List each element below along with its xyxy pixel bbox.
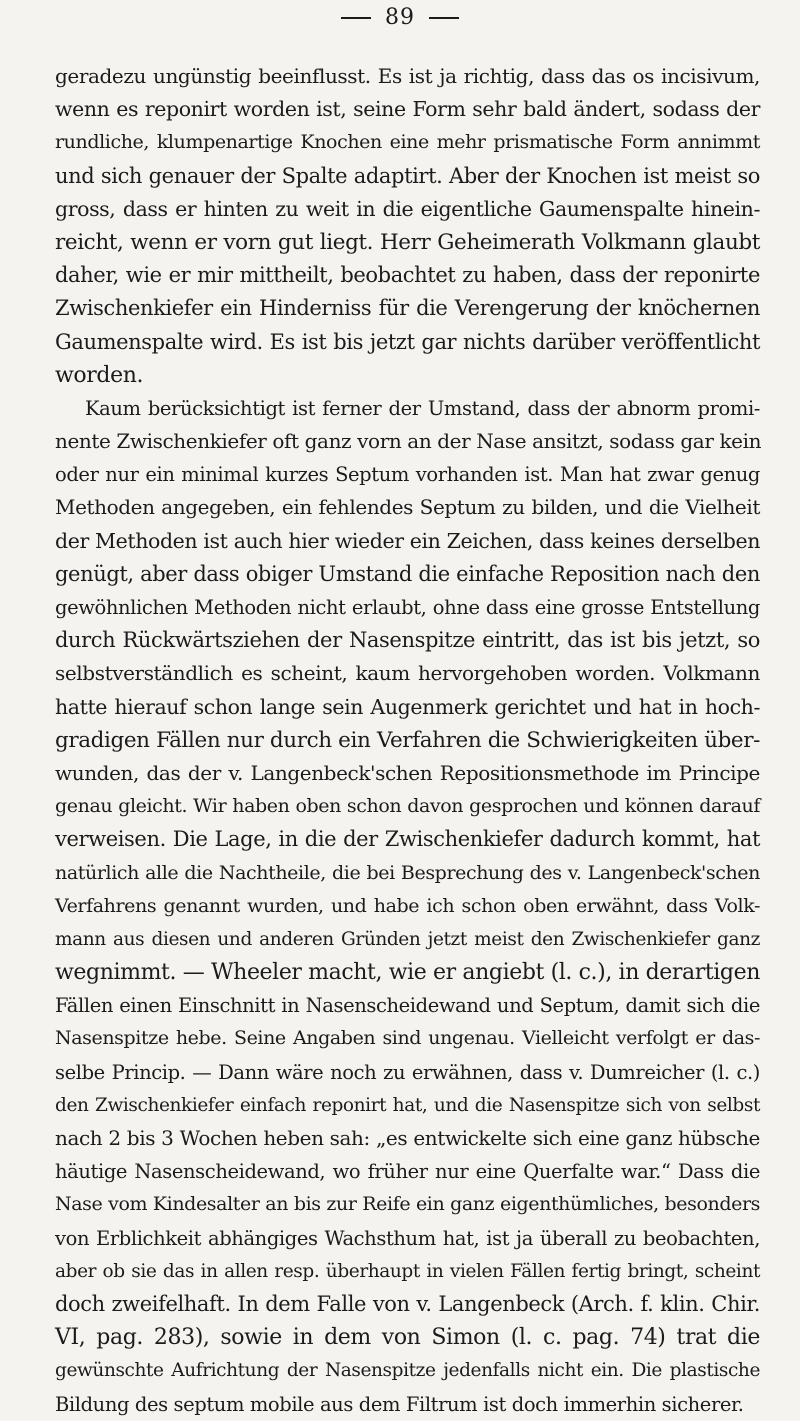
- text-line: wegnimmt. — Wheeler macht, wie er angiebt (l. c.), in derartigen: [55, 960, 760, 986]
- text-line: reicht, wenn er vorn gut liegt. Herr Geheimerath Volkmann glaubt: [55, 229, 760, 255]
- text-line: doch zweifelhaft. In dem Falle von v. Langenbeck (Arch. f. klin. Chir.: [55, 1291, 760, 1316]
- text-line: rundliche, klumpenartige Knochen eine mehr prismatische Form annimmt: [55, 131, 760, 154]
- text-line: gewünschte Aufrichtung der Nasenspitze jedenfalls nicht ein. Die plastische: [55, 1360, 760, 1382]
- text-line: verweisen. Die Lage, in die der Zwischenkiefer dadurch kommt, hat: [55, 827, 760, 852]
- text-line: nach 2 bis 3 Wochen heben sah: „es entwickelte sich eine ganz hübsche: [55, 1126, 760, 1150]
- text-line: genügt, aber dass obiger Umstand die einfache Reposition nach den: [55, 561, 760, 586]
- text-line: aber ob sie das in allen resp. überhaupt in vielen Fällen fertig bringt, scheint: [55, 1260, 760, 1282]
- text-line: gewöhnlichen Methoden nicht erlaubt, ohne dass eine grosse Entstellung: [55, 596, 760, 619]
- text-line: genau gleicht. Wir haben oben schon davon gesprochen und können darauf: [55, 795, 760, 818]
- page-header: [0, 4, 800, 32]
- text-line: gross, dass er hinten zu weit in die eigentliche Gaumenspalte hinein-: [55, 196, 760, 221]
- body-text: [55, 60, 760, 1421]
- text-line: Kaum berücksichtigt ist ferner der Umstand, dass der abnorm promi-: [85, 396, 760, 420]
- text-line: durch Rückwärtsziehen der Nasenspitze eintritt, das ist bis jetzt, so: [55, 628, 760, 653]
- text-line: hatte hierauf schon lange sein Augenmerk gerichtet und hat in hoch-: [55, 694, 760, 719]
- text-line: natürlich alle die Nachtheile, die bei Besprechung des v. Langenbeck'schen: [55, 861, 760, 884]
- text-line: Nasenspitze hebe. Seine Angaben sind ungenau. Vielleicht verfolgt er das-: [55, 1027, 760, 1050]
- text-line: häutige Nasenscheidewand, wo früher nur eine Querfalte war.“ Dass die: [55, 1160, 760, 1184]
- text-line: den Zwischenkiefer einfach reponirt hat, und die Nasenspitze sich von selbst: [55, 1094, 760, 1116]
- text-line: und sich genauer der Spalte adaptirt. Aber der Knochen ist meist so: [55, 163, 760, 188]
- text-line: nente Zwischenkiefer oft ganz vorn an der Nase ansitzt, sodass gar kein: [55, 429, 762, 454]
- text-line: mann aus diesen und anderen Gründen jetzt meist den Zwischenkiefer ganz: [55, 928, 760, 950]
- text-line: gradigen Fällen nur durch ein Verfahren die Schwierigkeiten über-: [55, 727, 760, 753]
- text-line: selbstverständlich es scheint, kaum hervorgehoben worden. Volkmann: [55, 661, 760, 686]
- text-line: von Erblichkeit abhängiges Wachsthum hat, ist ja überall zu beobachten,: [55, 1226, 760, 1250]
- header-dash-right: [429, 17, 459, 19]
- text-line: oder nur ein minimal kurzes Septum vorhanden ist. Man hat zwar genug: [55, 463, 760, 487]
- text-line: wunden, das der v. Langenbeck'schen Repositionsmethode im Principe: [55, 760, 760, 785]
- page-number: 89: [385, 5, 415, 30]
- text-line: Gaumenspalte wird. Es ist bis jetzt gar nichts darüber veröffentlicht: [55, 329, 760, 354]
- text-line: Verfahrens genannt wurden, und habe ich schon oben erwähnt, dass Volk-: [55, 894, 760, 917]
- text-line: geradezu ungünstig beeinflusst. Es ist ja richtig, dass das os incisivum,: [55, 64, 760, 88]
- text-line: selbe Princip. — Dann wäre noch zu erwähnen, dass v. Dumreicher (l. c.): [55, 1060, 760, 1084]
- text-line: Nase vom Kindesalter an bis zur Reife ein ganz eigenthümliches, besonders: [55, 1193, 760, 1216]
- text-line: der Methoden ist auch hier wieder ein Zeichen, dass keines derselben: [55, 528, 760, 553]
- header-dash-left: [341, 17, 371, 19]
- text-line: wenn es reponirt worden ist, seine Form sehr bald ändert, sodass der: [55, 97, 760, 122]
- text-line: daher, wie er mir mittheilt, beobachtet zu haben, dass der reponirte: [55, 263, 760, 288]
- text-line: Bildung des septum mobile aus dem Filtrum ist doch immerhin sicherer.: [55, 1392, 744, 1416]
- text-line: Zwischenkiefer ein Hinderniss für die Verengerung der knöchernen: [55, 296, 760, 321]
- text-line: Fällen einen Einschnitt in Nasenscheidewand und Septum, damit sich die: [55, 994, 760, 1018]
- text-line: Methoden angegeben, ein fehlendes Septum zu bilden, und die Vielheit: [55, 495, 760, 520]
- text-line: worden.: [55, 362, 144, 388]
- text-line: VI, pag. 283), sowie in dem von Simon (l. c. pag. 74) trat die: [55, 1325, 760, 1351]
